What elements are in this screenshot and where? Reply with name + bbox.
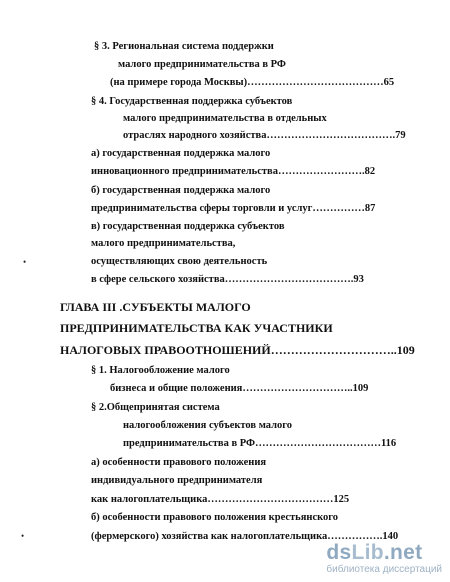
watermark-logo — [326, 542, 442, 563]
watermark-logo-lib: Lib — [351, 541, 384, 564]
toc-line: а) особенности правового положения — [91, 457, 267, 468]
scan-speck: • — [23, 257, 27, 267]
toc-line: (на примере города Москвы)…………………………………65 — [110, 77, 395, 88]
toc-line: а) государственная поддержка малого — [91, 148, 271, 159]
toc-line: § 3. Региональная система поддержки — [94, 41, 274, 52]
toc-line: осуществляющих свою деятельность — [91, 256, 268, 267]
toc-line: в) государственная поддержка субъектов — [91, 221, 285, 232]
toc-line: малого предпринимательства в РФ — [118, 59, 286, 70]
toc-line: отраслях народного хозяйства……………………………….79 — [123, 130, 406, 141]
toc-line: малого предпринимательства в отдельных — [123, 113, 327, 124]
toc-line: § 4. Государственная поддержка субъектов — [91, 96, 293, 107]
toc-line: в сфере сельского хозяйства……………………………….93 — [91, 274, 364, 285]
watermark-logo-net: .net — [383, 541, 423, 564]
chapter-heading: ПРЕДПРИНИМАТЕЛЬСТВА КАК УЧАСТНИКИ — [60, 321, 333, 335]
toc-line: предпринимательства в РФ………………………………116 — [123, 438, 397, 449]
toc-line: § 2.Общепринятая система — [91, 402, 220, 413]
toc-line: инновационного предпринимательства…………………….82 — [91, 166, 376, 177]
chapter-heading: НАЛОГОВЫХ ПРАВООТНОШЕНИЙ…………………………..109 — [60, 343, 415, 357]
watermark — [326, 542, 442, 575]
toc-line: б) государственная поддержка малого — [91, 185, 271, 196]
watermark-tagline: библиотека диссертаций — [326, 564, 442, 575]
toc-line: малого предпринимательства, — [91, 238, 236, 249]
toc-line: бизнеса и общие положения…………………………..109 — [110, 383, 369, 394]
toc-line: § 1. Налогообложение малого — [91, 365, 230, 376]
toc-line: индивидуального предпринимателя — [91, 475, 263, 486]
toc-line: (фермерского) хозяйства как налогоплательщика…………….140 — [91, 531, 399, 542]
watermark-logo-ds: ds — [326, 541, 352, 564]
scan-speck: • — [21, 531, 25, 541]
toc-line: б) особенности правового положения крестьянского — [91, 512, 339, 523]
toc-line: налогообложения субъектов малого — [123, 420, 293, 431]
chapter-heading: ГЛАВА III .СУБЪЕКТЫ МАЛОГО — [60, 300, 251, 314]
toc-line: предпринимательства сферы торговли и услуг……………87 — [91, 203, 376, 214]
toc-line: как налогоплательщика………………………………125 — [91, 494, 350, 505]
